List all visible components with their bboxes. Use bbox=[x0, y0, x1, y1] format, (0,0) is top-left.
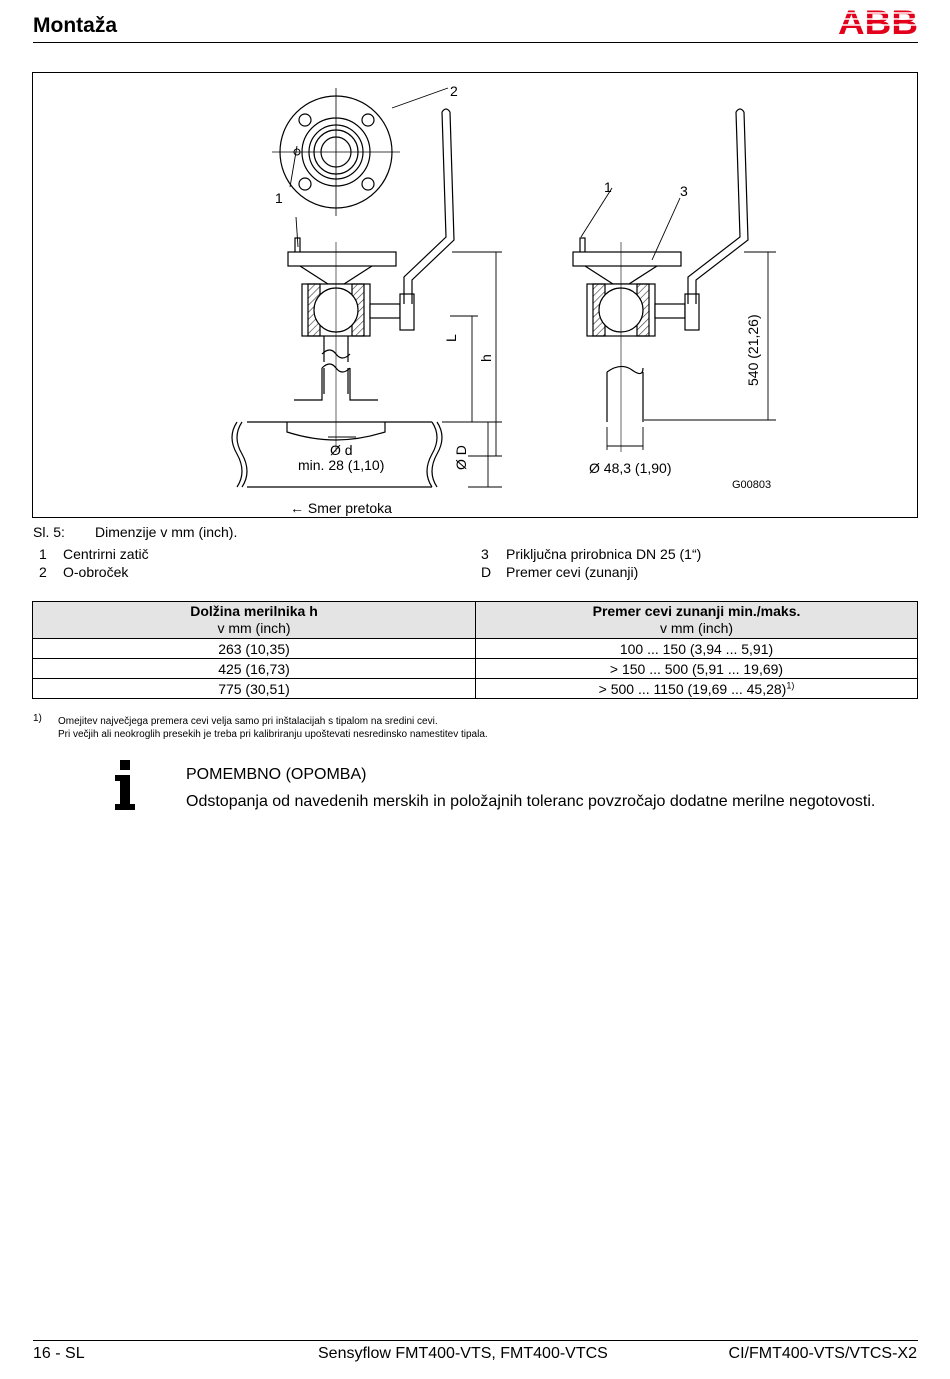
abb-logo bbox=[838, 6, 918, 36]
flange-top-view bbox=[272, 88, 400, 216]
table-row bbox=[33, 679, 918, 699]
dim-OD-label: Ø D bbox=[453, 445, 469, 470]
table-header-diameter bbox=[476, 602, 918, 639]
legend-text: Priključna prirobnica DN 25 (1“) bbox=[506, 546, 702, 562]
footnote-mark: 1) bbox=[33, 713, 42, 724]
figure-caption-text: Dimenzije v mm (inch). bbox=[95, 524, 238, 540]
cell-diameter: > 150 ... 500 (5,91 ... 19,69) bbox=[476, 659, 918, 679]
cell-length: 775 (30,51) bbox=[33, 679, 476, 699]
table-header-row bbox=[33, 602, 918, 639]
footer-doc-id: CI/FMT400-VTS/VTCS-X2 bbox=[728, 1345, 917, 1362]
dimensions-table bbox=[32, 601, 918, 699]
cell-diameter-with-note bbox=[476, 679, 918, 699]
footnote-text bbox=[58, 715, 488, 741]
legend-text: Centrirni zatič bbox=[63, 546, 149, 562]
table-row bbox=[33, 639, 918, 659]
header-diameter-unit: v mm (inch) bbox=[659, 620, 734, 636]
table-row bbox=[33, 659, 918, 679]
footnote-line: Omejitev največjega premera cevi velja samo pri inštalacijah s tipalom na sredini cevi. bbox=[58, 716, 438, 727]
footnote-ref: 1) bbox=[786, 679, 795, 690]
footer-page-number: 16 - SL bbox=[33, 1345, 85, 1362]
dim-min28-label: min. 28 (1,10) bbox=[298, 457, 385, 473]
footer-product: Sensyflow FMT400-VTS, FMT400-VTCS bbox=[318, 1345, 608, 1362]
header-length-unit: v mm (inch) bbox=[217, 620, 291, 636]
footer-rule bbox=[33, 1340, 918, 1341]
section-title: Montaža bbox=[33, 14, 117, 37]
header-diameter-title: Premer cevi zunanji min./maks. bbox=[592, 603, 801, 619]
legend-key: D bbox=[481, 564, 492, 580]
table-header-length bbox=[33, 602, 476, 639]
footnote-line: Pri večjih ali neokroglih presekih je treba pri kalibriranju upoštevati nesredinsko namestitev tipala. bbox=[58, 729, 488, 740]
cell-diameter: > 500 ... 1150 (19,69 ... 45,28) bbox=[598, 680, 787, 697]
figure-code: G00803 bbox=[732, 479, 772, 491]
note-title: POMEMBNO (OPOMBA) bbox=[186, 766, 367, 783]
flow-direction: ← Smer pretoka bbox=[290, 500, 392, 516]
header-rule bbox=[33, 42, 918, 43]
legend-text: O-obroček bbox=[63, 564, 129, 580]
info-icon bbox=[113, 760, 137, 810]
callout-1-left: 1 bbox=[275, 190, 283, 206]
abb-logo-letters bbox=[838, 6, 918, 36]
header-length-title: Dolžina merilnika h bbox=[190, 603, 318, 619]
dim-48-label: Ø 48,3 (1,90) bbox=[589, 460, 672, 476]
dim-h-label: h bbox=[478, 354, 494, 362]
left-flange-side bbox=[288, 238, 414, 452]
figure-caption-label: Sl. 5: bbox=[33, 524, 65, 540]
callout-1-right: 1 bbox=[604, 179, 612, 195]
cell-length: 263 (10,35) bbox=[33, 639, 476, 659]
callout-3: 3 bbox=[680, 183, 688, 199]
legend-key: 2 bbox=[39, 564, 47, 580]
legend-text: Premer cevi (zunanji) bbox=[506, 564, 639, 580]
dim-540-label: 540 (21,26) bbox=[745, 314, 761, 386]
dim-L-label: L bbox=[443, 334, 459, 342]
legend-key: 1 bbox=[39, 546, 47, 562]
right-handle bbox=[688, 109, 748, 304]
cell-diameter: 100 ... 150 (3,94 ... 5,91) bbox=[476, 639, 918, 659]
legend-key: 3 bbox=[481, 546, 489, 562]
cell-length: 425 (16,73) bbox=[33, 659, 476, 679]
abb-logo-text: ABB bbox=[838, 6, 918, 36]
dimension-drawing bbox=[32, 72, 918, 532]
left-handle bbox=[404, 109, 454, 304]
callout-2: 2 bbox=[450, 83, 458, 99]
dim-od-label: Ø d bbox=[330, 442, 353, 458]
note-body: Odstopanja od navedenih merskih in položajnih toleranc povzročajo dodatne merilne negotovosti. bbox=[186, 793, 876, 810]
